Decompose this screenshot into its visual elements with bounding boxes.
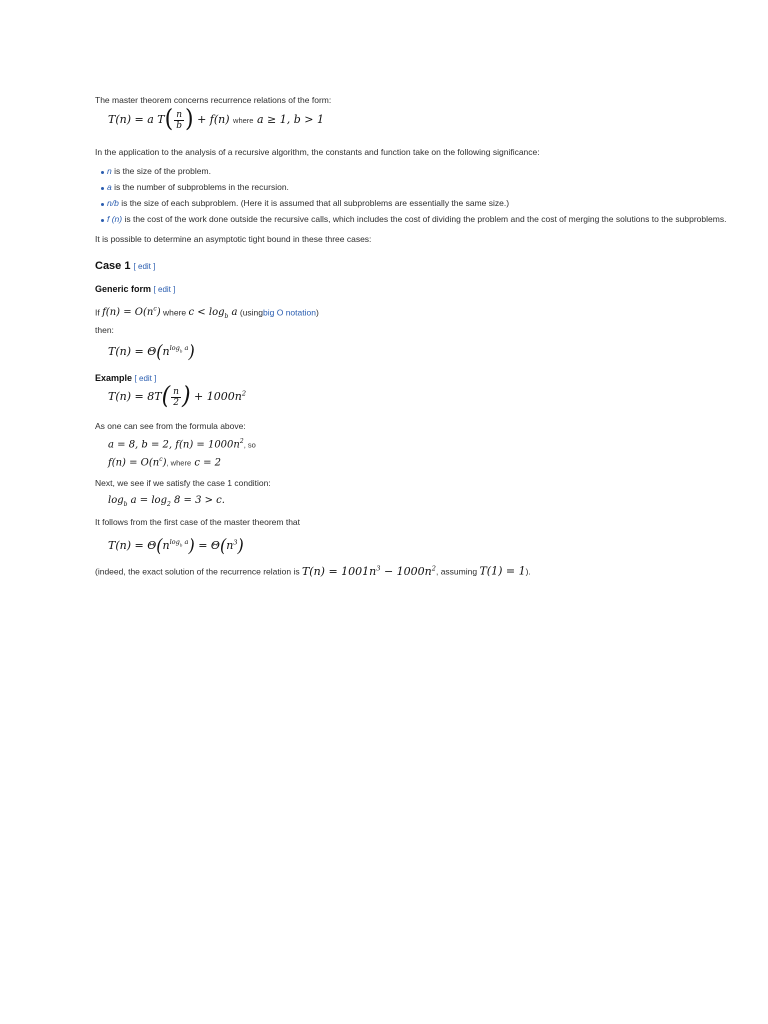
log-sub2: 2 bbox=[166, 501, 171, 508]
res-n3-exp: 3 bbox=[233, 538, 238, 547]
using-close: ) bbox=[315, 307, 319, 318]
generic-form-edit-link[interactable]: [ edit ] bbox=[153, 285, 176, 294]
log-mid: a = log bbox=[127, 495, 167, 506]
example-title: Example bbox=[95, 373, 133, 383]
master-formula: T(n) = a T( $\frac{n}{b}$ ) + f(n) where a ≥ 1, b > 1 bbox=[108, 105, 324, 134]
indeed-close: ). bbox=[525, 566, 531, 577]
eq-lhs: T(n) = 8T bbox=[108, 390, 162, 403]
next-text: Next, we see if we satisfy the case 1 condition: bbox=[95, 478, 271, 488]
cond-sub: b bbox=[224, 313, 229, 321]
indeed-exp1: 3 bbox=[376, 564, 381, 572]
example-heading bbox=[95, 373, 156, 383]
res-log-sub: b bbox=[179, 542, 183, 548]
result-exp-tail: a bbox=[182, 344, 189, 353]
using-open: (using bbox=[239, 307, 264, 318]
res-eq: = Θ bbox=[198, 539, 220, 552]
fn-exp: c bbox=[159, 456, 163, 463]
if-math bbox=[102, 307, 161, 318]
big-o-notation-link[interactable]: big O notation bbox=[263, 307, 316, 318]
bullet-text: is the cost of the work done outside the recursive calls, which includes the cost of dividing the problem and the cost of merging the solutions to the subproblems. bbox=[122, 214, 727, 224]
generic-form-heading bbox=[95, 284, 175, 294]
if-word: If bbox=[95, 307, 100, 318]
vals-exp: 2 bbox=[239, 438, 244, 445]
bullet-item-a bbox=[107, 182, 289, 193]
eq-den: 2 bbox=[173, 397, 179, 408]
indeed-pre: (indeed, the exact solution of the recurrence relation is bbox=[95, 566, 300, 577]
res-log: log bbox=[169, 538, 180, 547]
cond-text: c < log bbox=[188, 307, 225, 319]
example-edit-link[interactable]: [ edit ] bbox=[134, 374, 157, 383]
generic-if-line bbox=[95, 304, 319, 322]
generic-form-title: Generic form bbox=[95, 284, 152, 294]
cond-tail: a bbox=[228, 307, 238, 319]
fn-c: c = 2 bbox=[194, 457, 222, 469]
result-base: n bbox=[162, 345, 170, 358]
res-log-tail: a bbox=[182, 538, 189, 547]
example-result: $T(n) = \Theta(n^{log_b a}) = \Theta(n^3)$ bbox=[108, 535, 244, 556]
eq-exp: 2 bbox=[241, 389, 247, 398]
bullet-dot bbox=[101, 171, 104, 174]
indeed-exp2: 2 bbox=[431, 564, 436, 572]
bullet-var: f (n) bbox=[107, 214, 123, 224]
bullet-dot bbox=[101, 203, 104, 206]
fn-text: f(n) = O(n bbox=[108, 457, 160, 469]
formula-den: b bbox=[176, 120, 182, 131]
indeed-assume: , assuming bbox=[435, 566, 478, 577]
bullet-item-n bbox=[107, 166, 211, 177]
fn-line bbox=[108, 456, 221, 468]
log-tail: 8 = 3 > c. bbox=[170, 495, 225, 506]
res-n: n bbox=[162, 539, 170, 552]
vals-so: , so bbox=[243, 440, 256, 450]
case1-edit-link[interactable]: [ edit ] bbox=[133, 262, 156, 271]
application-text: In the application to the analysis of a recursive algorithm, the constants and function take on the following significance: bbox=[95, 147, 540, 157]
res-n3: n bbox=[226, 539, 234, 552]
vals-text: a = 8, b = 2, f(n) = 1000n bbox=[108, 439, 240, 451]
indeed-mid: − 1000n bbox=[380, 564, 432, 578]
formula-plus: + f(n) bbox=[197, 113, 230, 126]
log-text: log bbox=[108, 495, 124, 506]
fn-close: ) bbox=[162, 457, 167, 469]
bullet-dot bbox=[101, 219, 104, 222]
indeed-t1: T(1) = 1 bbox=[479, 564, 526, 578]
formula-condition: a ≥ 1, b > 1 bbox=[256, 113, 324, 126]
example-equation: T(n) = 8T( $\frac{n}{2}$ ) + $1000n^2$ bbox=[108, 382, 247, 411]
possible-text: It is possible to determine an asymptotic tight bound in these three cases: bbox=[95, 234, 372, 244]
indeed-line bbox=[95, 563, 531, 578]
log-condition bbox=[108, 495, 225, 508]
indeed-math bbox=[302, 565, 436, 578]
bullet-dot bbox=[101, 187, 104, 190]
if-math-text: f(n) = O(n bbox=[102, 307, 154, 319]
formula-where: where bbox=[233, 116, 254, 125]
if-exp: c bbox=[153, 306, 157, 313]
eq-tail: + 1000n bbox=[194, 390, 242, 403]
bullet-text: is the number of subproblems in the recursion. bbox=[111, 182, 289, 192]
intro-text: The master theorem concerns recurrence relations of the form: bbox=[95, 95, 332, 105]
bullet-var: a bbox=[107, 182, 112, 192]
formula-lhs: T(n) = a T bbox=[108, 113, 165, 126]
result-exp-sub: b bbox=[179, 348, 183, 354]
bullet-item-nb bbox=[107, 198, 509, 209]
log-sub: b bbox=[123, 501, 128, 508]
bullet-var: n/b bbox=[107, 198, 119, 208]
formula-num: n bbox=[176, 109, 182, 120]
result-exp: log bbox=[169, 344, 180, 353]
bullet-text: is the size of each subproblem. (Here it is assumed that all subproblems are essentially the same size.) bbox=[118, 198, 510, 208]
follows-text: It follows from the first case of the master theorem that bbox=[95, 517, 301, 527]
then-text: then: bbox=[95, 325, 114, 335]
fn-where: , where bbox=[166, 458, 192, 468]
bullet-item-fn bbox=[107, 214, 726, 225]
res-lhs: T(n) = Θ bbox=[108, 539, 157, 552]
if-close: ) bbox=[156, 307, 161, 319]
bullet-text: is the size of the problem. bbox=[111, 166, 211, 176]
values-line bbox=[108, 438, 256, 450]
eq-num: n bbox=[173, 386, 179, 397]
case1-heading bbox=[95, 260, 155, 272]
indeed-math-text: T(n) = 1001n bbox=[301, 564, 377, 578]
where-word: where bbox=[163, 307, 187, 318]
generic-result-formula: $T(n) = \Theta(n^{log_b a})$ bbox=[108, 341, 195, 362]
case1-title: Case 1 bbox=[95, 260, 131, 272]
result-lhs: T(n) = Θ bbox=[108, 345, 157, 358]
see-text: As one can see from the formula above: bbox=[95, 421, 246, 431]
bullet-var: n bbox=[107, 166, 112, 176]
cond-math bbox=[188, 307, 238, 321]
